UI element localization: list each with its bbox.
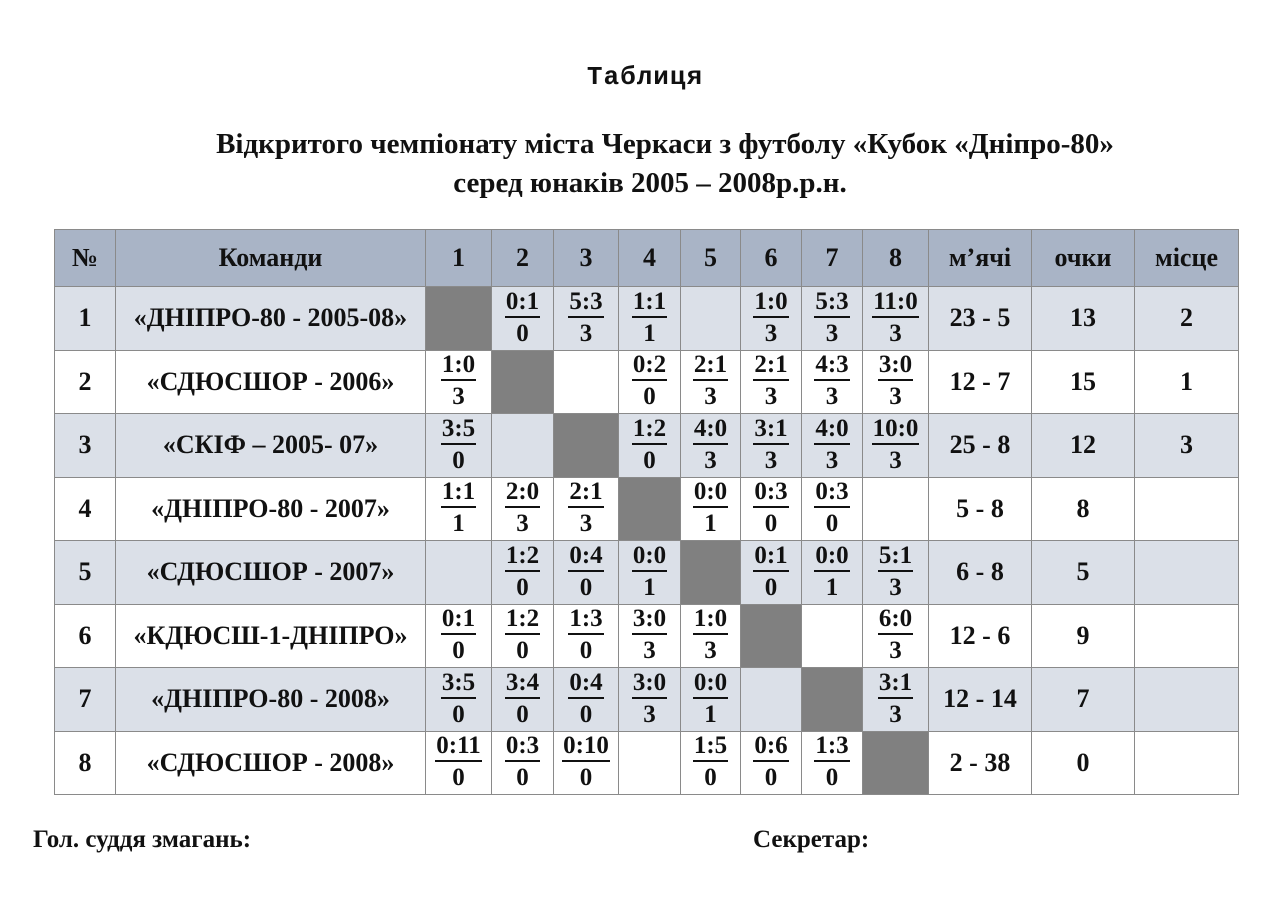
header-opponent-4: 4 [619, 230, 681, 287]
match-score: 0:2 [632, 352, 667, 381]
match-points: 3 [704, 383, 717, 411]
match-result [568, 479, 603, 536]
match-result [878, 606, 913, 663]
place-cell [1135, 668, 1239, 732]
match-result [814, 416, 849, 473]
match-result-cell [492, 668, 554, 732]
empty-result-cell [619, 731, 681, 795]
match-result-cell [681, 414, 741, 478]
match-score: 0:0 [632, 543, 667, 572]
match-points: 3 [825, 446, 839, 474]
match-score: 0:11 [435, 733, 481, 762]
match-score: 2:0 [505, 479, 540, 508]
self-match-cell [554, 414, 619, 478]
match-result-cell [863, 604, 929, 668]
match-points: 0 [579, 637, 593, 665]
header-opponent-8: 8 [863, 230, 929, 287]
match-points: 0 [643, 383, 656, 411]
match-result [693, 416, 728, 473]
match-score: 1:5 [693, 733, 728, 762]
match-result [753, 289, 788, 346]
match-result-cell [619, 541, 681, 605]
place-cell [1135, 731, 1239, 795]
match-result [505, 543, 540, 600]
standings-body [55, 287, 1239, 795]
match-result-cell [681, 350, 741, 414]
match-score: 0:1 [505, 289, 540, 318]
match-points: 0 [516, 573, 529, 601]
match-result-cell [492, 604, 554, 668]
match-result [632, 543, 667, 600]
match-score: 2:1 [568, 479, 603, 508]
match-points: 0 [764, 510, 778, 538]
match-result [562, 733, 610, 790]
match-score: 0:1 [441, 606, 476, 635]
match-result-cell [802, 541, 863, 605]
match-points: 0 [516, 764, 529, 792]
match-score: 2:1 [753, 352, 788, 381]
match-points: 3 [579, 319, 593, 347]
match-score: 5:3 [568, 289, 603, 318]
match-points: 0 [452, 700, 465, 728]
match-points: 3 [764, 446, 778, 474]
match-result-cell [426, 604, 492, 668]
match-result [568, 670, 603, 727]
match-result [568, 606, 603, 663]
match-result-cell [619, 350, 681, 414]
match-points: 1 [704, 510, 717, 538]
match-result [753, 416, 788, 473]
empty-result-cell [802, 604, 863, 668]
match-result [441, 416, 476, 473]
match-result [872, 416, 920, 473]
match-result [814, 543, 849, 600]
match-points: 3 [889, 446, 902, 474]
match-score: 11:0 [872, 289, 918, 318]
match-points: 3 [643, 700, 656, 728]
match-score: 5:1 [878, 543, 913, 572]
points-cell: 9 [1032, 604, 1135, 668]
match-points: 3 [889, 637, 902, 665]
team-name: «СДЮСШОР - 2007» [116, 541, 426, 605]
match-result-cell [426, 477, 492, 541]
self-match-cell [681, 541, 741, 605]
match-result-cell [619, 668, 681, 732]
match-score: 3:0 [632, 606, 667, 635]
match-points: 3 [764, 383, 778, 411]
match-result [441, 352, 476, 409]
match-score: 3:1 [878, 670, 913, 699]
match-score: 3:1 [753, 416, 788, 445]
match-result-cell [492, 731, 554, 795]
match-result-cell [554, 668, 619, 732]
self-match-cell [426, 287, 492, 351]
match-result-cell [802, 414, 863, 478]
match-result-cell [863, 541, 929, 605]
match-result-cell [492, 287, 554, 351]
match-result [568, 543, 603, 600]
match-result [505, 289, 540, 346]
team-name: «ДНІПРО-80 - 2007» [116, 477, 426, 541]
match-score: 1:0 [693, 606, 728, 635]
match-score: 1:2 [505, 543, 540, 572]
match-points: 0 [452, 637, 465, 665]
header-teams: Команди [116, 230, 426, 287]
match-points: 0 [516, 319, 529, 347]
goals-cell: 23 - 5 [929, 287, 1032, 351]
match-result-cell [554, 604, 619, 668]
match-points: 3 [704, 446, 717, 474]
match-result-cell [802, 350, 863, 414]
match-score: 1:1 [441, 479, 476, 508]
match-points: 0 [643, 446, 656, 474]
document-title: Таблиця [586, 62, 704, 92]
match-score: 2:1 [693, 352, 728, 381]
match-result [878, 543, 913, 600]
place-cell [1135, 604, 1239, 668]
header-row [55, 230, 1239, 287]
header-points: очки [1032, 230, 1135, 287]
match-score: 1:0 [753, 289, 788, 318]
match-result-cell [426, 731, 492, 795]
match-result [441, 606, 476, 663]
match-points: 3 [704, 637, 717, 665]
match-result-cell [554, 287, 619, 351]
match-score: 0:10 [562, 733, 610, 762]
empty-result-cell [681, 287, 741, 351]
match-points: 1 [825, 573, 839, 601]
match-points: 0 [764, 764, 778, 792]
points-cell: 12 [1032, 414, 1135, 478]
points-cell: 13 [1032, 287, 1135, 351]
team-name: «ДНІПРО-80 - 2005-08» [116, 287, 426, 351]
points-cell: 0 [1032, 731, 1135, 795]
match-score: 4:0 [814, 416, 849, 445]
match-result [693, 670, 728, 727]
match-points: 3 [825, 319, 839, 347]
row-number: 4 [55, 477, 116, 541]
match-result-cell [741, 350, 802, 414]
self-match-cell [492, 350, 554, 414]
row-number: 7 [55, 668, 116, 732]
match-result-cell [619, 414, 681, 478]
match-result-cell [741, 477, 802, 541]
match-score: 3:0 [878, 352, 913, 381]
points-cell: 5 [1032, 541, 1135, 605]
match-points: 3 [825, 383, 839, 411]
place-cell: 2 [1135, 287, 1239, 351]
match-points: 0 [704, 764, 717, 792]
match-result [693, 733, 728, 790]
table-row [55, 414, 1239, 478]
match-score: 0:3 [753, 479, 788, 508]
match-result-cell [619, 287, 681, 351]
match-points: 0 [579, 764, 593, 792]
row-number: 1 [55, 287, 116, 351]
match-result-cell [802, 731, 863, 795]
match-result-cell [681, 477, 741, 541]
place-cell [1135, 541, 1239, 605]
match-score: 0:3 [505, 733, 540, 762]
place-cell: 1 [1135, 350, 1239, 414]
empty-result-cell [554, 350, 619, 414]
match-score: 3:0 [632, 670, 667, 699]
match-score: 0:4 [568, 670, 603, 699]
row-number: 3 [55, 414, 116, 478]
team-name: «СДЮСШОР - 2008» [116, 731, 426, 795]
table-row [55, 350, 1239, 414]
match-result-cell [863, 287, 929, 351]
goals-cell: 6 - 8 [929, 541, 1032, 605]
match-result-cell [554, 477, 619, 541]
match-result [814, 352, 849, 409]
match-result-cell [554, 731, 619, 795]
match-points: 0 [452, 764, 465, 792]
points-cell: 7 [1032, 668, 1135, 732]
goals-cell: 12 - 7 [929, 350, 1032, 414]
team-name: «СКІФ – 2005- 07» [116, 414, 426, 478]
match-points: 3 [889, 383, 902, 411]
match-result-cell [554, 541, 619, 605]
match-result-cell [863, 414, 929, 478]
row-number: 6 [55, 604, 116, 668]
match-result [814, 733, 849, 790]
match-result [632, 416, 667, 473]
self-match-cell [802, 668, 863, 732]
header-opponent-5: 5 [681, 230, 741, 287]
match-score: 0:3 [814, 479, 849, 508]
match-score: 4:0 [693, 416, 728, 445]
match-result [753, 352, 788, 409]
match-result [878, 352, 913, 409]
match-result [753, 543, 788, 600]
goals-cell: 12 - 14 [929, 668, 1032, 732]
table-row [55, 731, 1239, 795]
match-score: 0:0 [814, 543, 849, 572]
match-result-cell [741, 414, 802, 478]
match-result-cell [681, 668, 741, 732]
table-row [55, 541, 1239, 605]
match-result-cell [863, 668, 929, 732]
match-result [814, 479, 849, 536]
match-result [693, 479, 728, 536]
match-points: 0 [764, 573, 778, 601]
empty-result-cell [426, 541, 492, 605]
match-result-cell [426, 350, 492, 414]
match-result-cell [741, 731, 802, 795]
goals-cell: 2 - 38 [929, 731, 1032, 795]
match-score: 1:2 [505, 606, 540, 635]
match-result [632, 670, 667, 727]
match-result-cell [426, 414, 492, 478]
header-goals: м’ячі [929, 230, 1032, 287]
match-score: 1:0 [441, 352, 476, 381]
match-points: 1 [704, 700, 717, 728]
match-points: 0 [825, 510, 839, 538]
match-result-cell [426, 668, 492, 732]
match-result-cell [681, 731, 741, 795]
match-score: 1:2 [632, 416, 667, 445]
self-match-cell [619, 477, 681, 541]
match-points: 3 [889, 319, 902, 347]
match-result-cell [802, 477, 863, 541]
match-score: 1:3 [814, 733, 849, 762]
match-score: 3:4 [505, 670, 540, 699]
match-points: 0 [579, 700, 593, 728]
standings-table [54, 229, 1239, 795]
match-result [505, 479, 540, 536]
match-points: 1 [643, 319, 656, 347]
match-result-cell [619, 604, 681, 668]
match-score: 0:0 [693, 670, 728, 699]
match-score: 6:0 [878, 606, 913, 635]
match-result-cell [492, 541, 554, 605]
match-result [441, 670, 476, 727]
table-row [55, 477, 1239, 541]
match-points: 3 [889, 700, 902, 728]
match-points: 0 [516, 637, 529, 665]
empty-result-cell [492, 414, 554, 478]
match-score: 3:5 [441, 416, 476, 445]
subtitle-line-2: серед юнаків 2005 – 2008р.р.н. [453, 167, 847, 199]
match-result [568, 289, 603, 346]
header-opponent-6: 6 [741, 230, 802, 287]
match-result-cell [741, 541, 802, 605]
match-result-cell [681, 604, 741, 668]
match-score: 10:0 [872, 416, 920, 445]
match-result [632, 352, 667, 409]
points-cell: 8 [1032, 477, 1135, 541]
header-opponent-7: 7 [802, 230, 863, 287]
place-cell [1135, 477, 1239, 541]
header-opponent-2: 2 [492, 230, 554, 287]
match-result-cell [492, 477, 554, 541]
match-score: 5:3 [814, 289, 849, 318]
chief-judge-label: Гол. суддя змагань: [33, 826, 252, 853]
row-number: 8 [55, 731, 116, 795]
match-result-cell [741, 287, 802, 351]
table-row [55, 287, 1239, 351]
table-row [55, 668, 1239, 732]
match-points: 3 [516, 510, 529, 538]
match-result [632, 606, 667, 663]
match-score: 4:3 [814, 352, 849, 381]
goals-cell: 5 - 8 [929, 477, 1032, 541]
match-score: 0:0 [693, 479, 728, 508]
match-points: 3 [764, 319, 778, 347]
match-result-cell [863, 350, 929, 414]
self-match-cell [863, 731, 929, 795]
match-points: 0 [825, 764, 839, 792]
match-result [435, 733, 481, 790]
subtitle-line-1: Відкритого чемпіонату міста Черкаси з футболу «Кубок «Дніпро-80» [216, 128, 1114, 160]
match-score: 1:1 [632, 289, 667, 318]
points-cell: 15 [1032, 350, 1135, 414]
empty-result-cell [863, 477, 929, 541]
team-name: «СДЮСШОР - 2006» [116, 350, 426, 414]
table-row [55, 604, 1239, 668]
match-result [505, 606, 540, 663]
row-number: 5 [55, 541, 116, 605]
match-result [753, 733, 788, 790]
match-result [505, 670, 540, 727]
match-result [441, 479, 476, 536]
match-points: 0 [452, 446, 465, 474]
match-result [753, 479, 788, 536]
match-result [878, 670, 913, 727]
header-place: місце [1135, 230, 1239, 287]
match-points: 3 [579, 510, 593, 538]
match-points: 0 [516, 700, 529, 728]
secretary-label: Секретар: [753, 826, 870, 853]
match-result [693, 606, 728, 663]
match-result [693, 352, 728, 409]
header-number: № [55, 230, 116, 287]
empty-result-cell [741, 668, 802, 732]
header-opponent-1: 1 [426, 230, 492, 287]
match-result-cell [802, 287, 863, 351]
match-score: 3:5 [441, 670, 476, 699]
match-result [632, 289, 667, 346]
match-points: 0 [579, 573, 593, 601]
row-number: 2 [55, 350, 116, 414]
header-opponent-3: 3 [554, 230, 619, 287]
self-match-cell [741, 604, 802, 668]
place-cell: 3 [1135, 414, 1239, 478]
match-score: 1:3 [568, 606, 603, 635]
match-points: 3 [889, 573, 902, 601]
match-points: 1 [643, 573, 656, 601]
match-score: 0:1 [753, 543, 788, 572]
match-points: 3 [643, 637, 656, 665]
goals-cell: 12 - 6 [929, 604, 1032, 668]
goals-cell: 25 - 8 [929, 414, 1032, 478]
match-result [505, 733, 540, 790]
team-name: «ДНІПРО-80 - 2008» [116, 668, 426, 732]
match-score: 0:4 [568, 543, 603, 572]
team-name: «КДЮСШ-1-ДНІПРО» [116, 604, 426, 668]
match-score: 0:6 [753, 733, 788, 762]
match-points: 3 [452, 383, 465, 411]
match-result [814, 289, 849, 346]
match-points: 1 [452, 510, 465, 538]
match-result [872, 289, 918, 346]
